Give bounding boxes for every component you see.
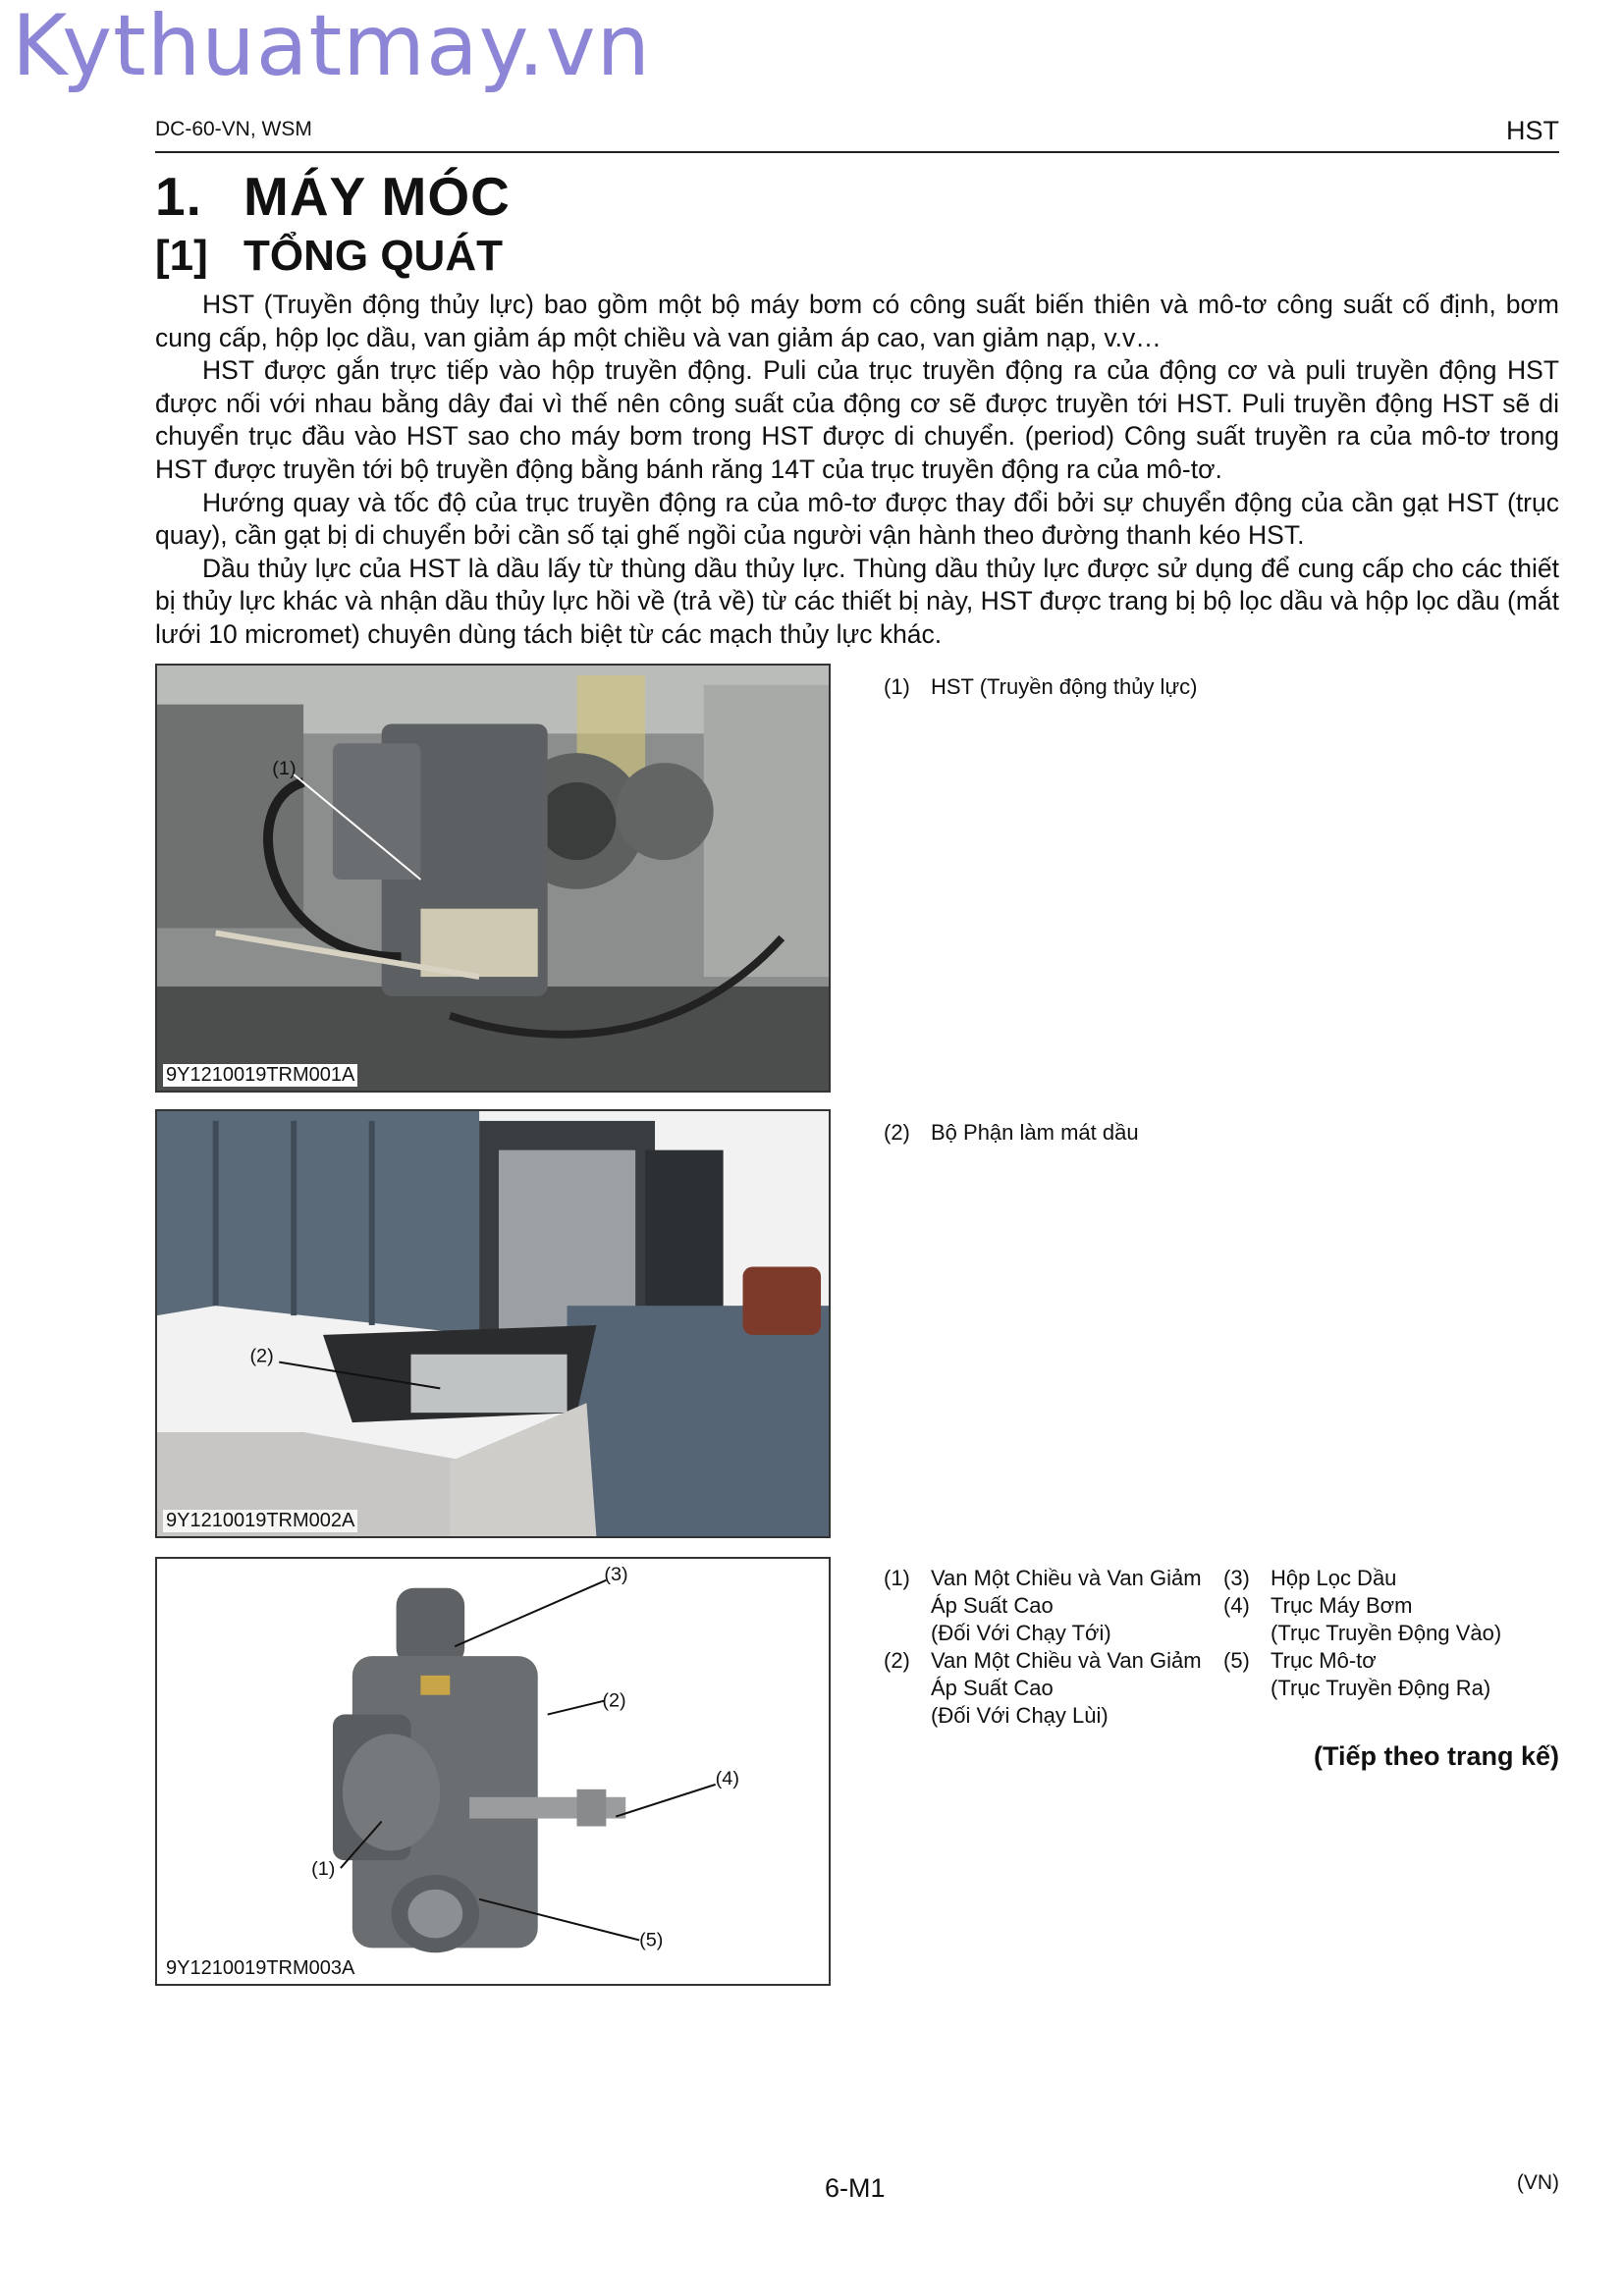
figure-oil-cooler-photo: [155, 1109, 831, 1538]
callout-4: (4): [715, 1767, 739, 1789]
legend-line: Áp Suất Cao: [931, 1676, 1054, 1700]
subsection-heading: [155, 232, 503, 281]
figure-hst-photo: [155, 664, 831, 1093]
subsection-title: TỔNG QUÁT: [243, 232, 503, 280]
page-number: 6-M1: [825, 2173, 886, 2203]
caption-text: Bộ Phận làm mát dầu: [931, 1120, 1139, 1145]
legend-line: (Đối Với Chạy Lùi): [931, 1703, 1109, 1728]
legend-line: Áp Suất Cao: [931, 1593, 1054, 1618]
paragraph: HST (Truyền động thủy lực) bao gồm một bộ máy bơm có công suất biến thiên và mô-tơ công suất cố định, bơm cung cấp, hộp lọc dầu, van giảm áp một chiều và van giảm áp cao, van giảm nạp, v.v…: [155, 290, 1559, 352]
callout-1: (1): [272, 758, 297, 779]
legend-number: (3): [1223, 1566, 1250, 1590]
legend-item: [884, 1565, 1202, 1647]
callout-layer: [157, 666, 829, 1091]
figure-1-caption: [884, 673, 1198, 701]
legend-item: [1223, 1592, 1501, 1647]
legend-item: [1223, 1647, 1501, 1702]
legend-line: Trục Mô-tơ: [1271, 1648, 1377, 1673]
callout-1: (1): [311, 1858, 336, 1881]
legend-column-left: [884, 1565, 1202, 1730]
figure-2-caption: [884, 1119, 1139, 1147]
callout-5: (5): [639, 1929, 664, 1951]
callout-layer: [157, 1111, 829, 1536]
chapter-title: MÁY MÓC: [243, 166, 511, 227]
figure-code: 9Y1210019TRM001A: [163, 1064, 357, 1087]
legend-line: Hộp Lọc Dầu: [1271, 1566, 1397, 1590]
legend-item: [1223, 1565, 1501, 1592]
legend-line: Van Một Chiều và Van Giảm: [931, 1566, 1202, 1590]
watermark-logo: Kythuatmay.vn: [12, 0, 652, 95]
body-text: [155, 289, 1559, 652]
legend-line: (Trục Truyền Động Ra): [1271, 1676, 1491, 1700]
continued-note: (Tiếp theo trang kế): [1313, 1741, 1559, 1771]
legend-number: (1): [884, 1566, 910, 1590]
legend-line: Trục Máy Bơm: [1271, 1593, 1413, 1618]
legend-line: Van Một Chiều và Van Giảm: [931, 1648, 1202, 1673]
paragraph: Hướng quay và tốc độ của trục truyền động ra của mô-tơ được thay đổi bởi sự chuyển động của cần gạt HST (trục quay), cần gạt bị di chuyển bởi cần số tại ghế ngồi của người vận hành theo đường thanh kéo HST.: [155, 487, 1559, 551]
figure-code: 9Y1210019TRM002A: [163, 1510, 357, 1532]
figure-hst-unit-photo: [155, 1557, 831, 1986]
chapter-number: 1.: [155, 166, 202, 227]
legend-number: (2): [884, 1648, 910, 1673]
caption-number: (1): [884, 674, 910, 699]
callout-2: (2): [249, 1345, 274, 1367]
paragraph: HST được gắn trực tiếp vào hộp truyền động. Puli của trục truyền động ra của động cơ và puli truyền động HST được nối với nhau bằng dây đai vì thế nên công suất của động cơ sẽ được truyền tới HST. Puli truyền động HST sẽ di chuyển trục đầu vào HST sao cho máy bơm trong HST được di chuyển. (period) Công suất truyền ra của mô-tơ trong HST được truyền tới bộ truyền động bằng bánh răng 14T của trục truyền động ra của mô-tơ.: [155, 355, 1559, 484]
header-divider: [155, 151, 1559, 153]
legend-number: (4): [1223, 1593, 1250, 1618]
callout-2: (2): [602, 1689, 626, 1712]
figure-code: 9Y1210019TRM003A: [163, 1957, 357, 1980]
document-id: DC-60-VN, WSM: [155, 118, 312, 140]
section-label: HST: [1506, 116, 1559, 145]
caption-text: HST (Truyền động thủy lực): [931, 674, 1198, 699]
legend-line: (Đối Với Chạy Tới): [931, 1621, 1111, 1645]
subsection-number: [1]: [155, 232, 208, 280]
legend-line: (Trục Truyền Động Vào): [1271, 1621, 1502, 1645]
legend-column-right: [1223, 1565, 1501, 1702]
language-code: (VN): [1516, 2171, 1559, 2194]
chapter-heading: [155, 165, 511, 228]
callout-layer: [157, 1559, 829, 1984]
caption-number: (2): [884, 1120, 910, 1145]
legend-item: [884, 1647, 1202, 1730]
legend-number: (5): [1223, 1648, 1250, 1673]
paragraph: Dầu thủy lực của HST là dầu lấy từ thùng dầu thủy lực. Thùng dầu thủy lực được sử dụng để cung cấp cho các thiết bị thủy lực khác và nhận dầu thủy lực hồi về (trả về) từ các thiết bị này, HST được trang bị bộ lọc dầu và hộp lọc dầu (mắt lưới 10 micromet) chuyên dùng tách biệt từ các mạch thủy lực khác.: [155, 553, 1559, 649]
callout-3: (3): [604, 1563, 628, 1585]
